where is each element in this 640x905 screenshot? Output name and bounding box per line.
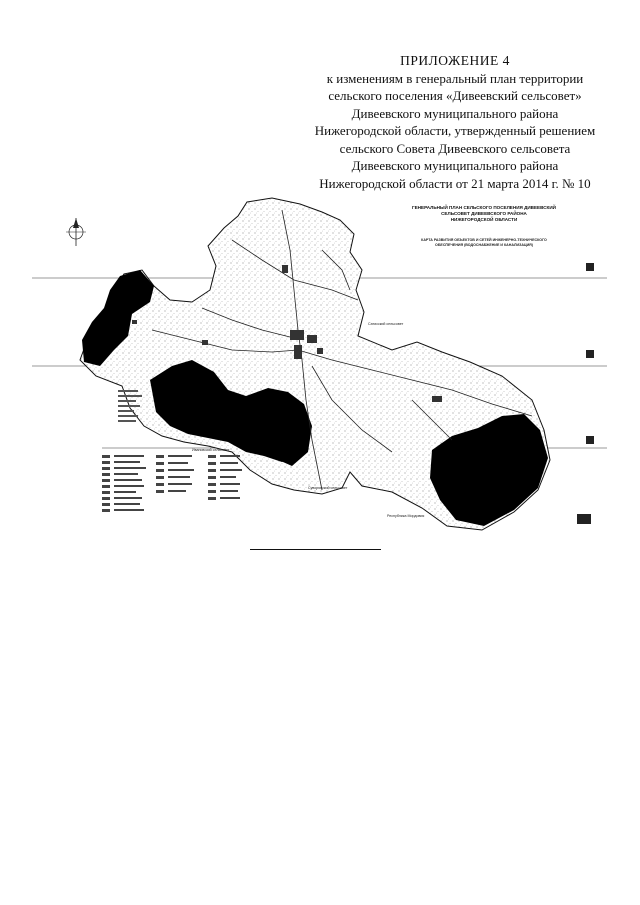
- appendix-title: ПРИЛОЖЕНИЕ 4: [400, 53, 510, 68]
- district-label: Республика Мордовия: [387, 514, 425, 518]
- legend-middle: [156, 455, 194, 493]
- legend-right: [208, 455, 242, 500]
- header-line: сельского Совета Дивеевского сельсовета: [339, 140, 571, 156]
- legend-left: [102, 455, 146, 512]
- signature-line: [250, 549, 381, 550]
- settlement-label: Сатисский сельсовет: [368, 322, 404, 326]
- header-line: Нижегородской области, утвержденный решением: [314, 123, 596, 138]
- header-line: Нижегородской области от 21 марта 2014 г. № 10: [319, 175, 591, 191]
- sheet-marker-icon: [577, 263, 594, 524]
- header-line: к изменениям в генеральный план территории: [326, 70, 584, 86]
- header-line: Дивеевского муниципального района: [351, 105, 559, 121]
- header-line: Дивеевского муниципального района: [351, 158, 559, 173]
- settlement-label: Суворовский сельсовет: [308, 486, 348, 490]
- map-subtitle: КАРТА РАЗВИТИЯ ОБЪЕКТОВ И СЕТЕЙ ИНЖЕНЕРНО-ТЕХНИЧЕСКОГО ОБЕСПЕЧЕНИЯ (ВОДОСНАБЖЕНИЕ И КАНАЛИЗАЦИЯ): [421, 238, 547, 247]
- header-line: сельского поселения «Дивеевский сельсовет»: [328, 88, 582, 103]
- general-plan-map: [32, 190, 607, 550]
- settlement-label: Ивановский сельсовет: [192, 448, 230, 452]
- document-header: [290, 52, 620, 192]
- north-arrow-icon: [66, 218, 86, 246]
- map-title: ГЕНЕРАЛЬНЫЙ ПЛАН СЕЛЬСКОГО ПОСЕЛЕНИЯ ДИВЕЕВСКИЙ СЕЛЬСОВЕТ ДИВЕЕВСКОГО РАЙОНА НИЖЕГОРОДСКОЙ ОБЛАСТИ: [412, 205, 556, 222]
